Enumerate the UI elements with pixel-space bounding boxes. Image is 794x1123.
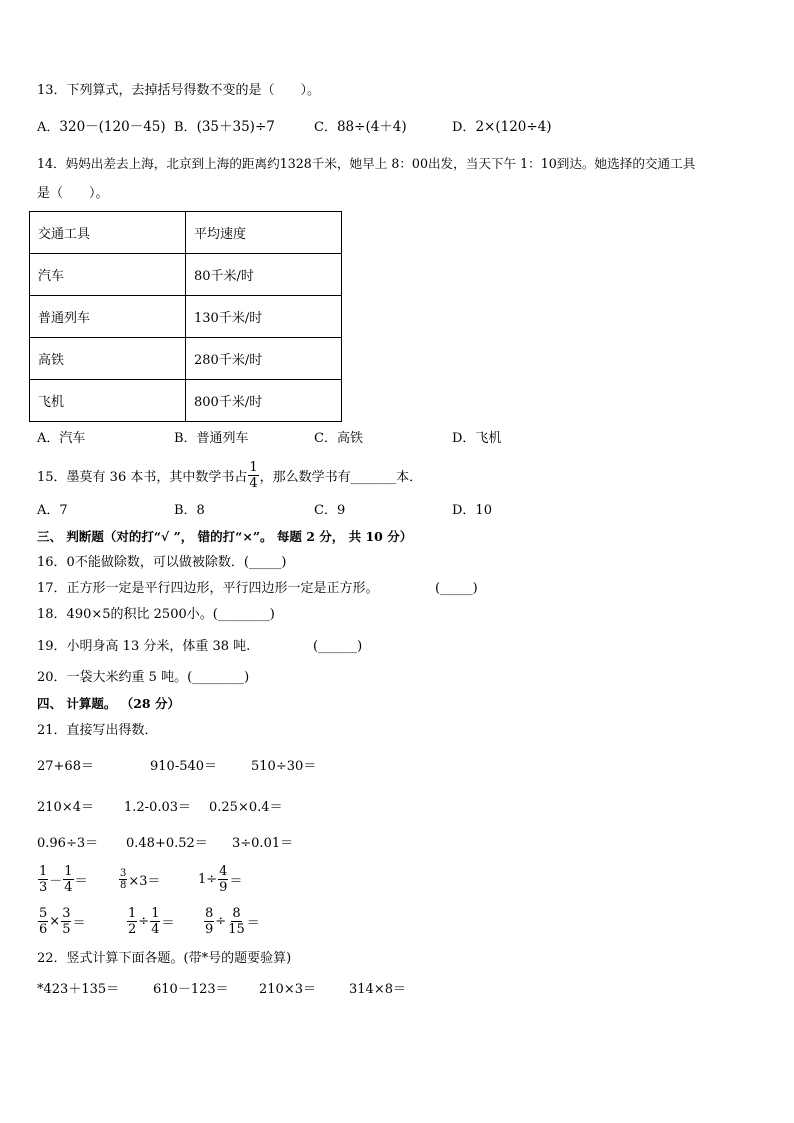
q14-option-d: D．飞机: [452, 431, 502, 446]
calc-item: 3÷0.01＝: [232, 836, 294, 851]
section-4-title: 四、 计算题。 （28 分）: [37, 696, 180, 711]
table-cell: 800千米/时: [186, 380, 342, 422]
calc-item: 510÷30＝: [251, 759, 317, 774]
q17-text: 17．正方形一定是平行四边形，平行四边形一定是正方形。: [37, 581, 379, 596]
fraction: $\frac{1}{4}$: [249, 459, 258, 491]
q13-stem: 13．下列算式，去掉括号得数不变的是（ ）。: [37, 83, 321, 98]
table-cell: 汽车: [30, 254, 186, 296]
q13-option-d: D．2×(120÷4): [452, 119, 552, 135]
table-cell: 280千米/时: [186, 338, 342, 380]
q15-stem: [37, 457, 422, 493]
fraction: $\frac{1}{3}$: [39, 863, 48, 895]
q15-option-b: B．8: [174, 503, 205, 518]
fraction: $\frac{5}{6}$: [39, 905, 48, 937]
fraction: $\frac{1}{4}$: [64, 863, 73, 895]
fraction: $\frac{1}{4}$: [151, 905, 160, 937]
calc-item: 0.25×0.4＝: [209, 800, 283, 815]
q18-text: 18．490×5的积比 2500小。(________): [37, 607, 275, 622]
fraction: $\frac{3}{8}$: [120, 867, 127, 891]
calc-item: 0.48+0.52＝: [126, 836, 208, 851]
q15-option-a: A．7: [37, 503, 68, 518]
calc-item: 0.96÷3＝: [37, 836, 99, 851]
q19-text: 19．小明身高 13 分米，体重 38 吨.: [37, 639, 251, 654]
calc-item: 314×8＝: [349, 982, 406, 997]
q20-text: 20．一袋大米约重 5 吨。(________): [37, 670, 250, 685]
table-header-cell: 交通工具: [30, 212, 186, 254]
fraction: $\frac{3}{5}$: [62, 905, 71, 937]
table-header-cell: 平均速度: [186, 212, 342, 254]
q14-option-a: A．汽车: [37, 431, 86, 446]
q15-option-c: C．9: [314, 503, 346, 518]
fraction: $\frac{4}{9}$: [219, 863, 228, 895]
q14-option-b: B．普通列车: [174, 431, 249, 446]
q13-option-a: A．320－(120－45): [37, 119, 166, 135]
table-row: [30, 296, 342, 338]
q15-stem-pre: 15．墨莫有 36 本书，其中数学书占: [37, 469, 248, 485]
table-cell: 80千米/时: [186, 254, 342, 296]
calc-item: *423＋135＝: [37, 982, 120, 997]
transport-speed-table: [29, 211, 342, 422]
table-header-row: [30, 212, 342, 254]
fraction: $\frac{8}{15}$: [228, 905, 245, 937]
q15-option-d: D．10: [452, 503, 492, 518]
q14-stem-line1: 14．妈妈出差去上海，北京到上海的距离约1328千米，她早上 8：00出发，当天下午 1：10到达。她选择的交通工具: [37, 156, 696, 171]
section-3-title: 三、 判断题（对的打“√ ”， 错的打“×”。 每题 2 分， 共 10 分）: [37, 529, 413, 544]
calc-item: 610－123＝: [153, 982, 229, 997]
calc-item: 910-540＝: [150, 759, 218, 774]
calc-item-fraction: $\frac{3}{8}$ ×3＝: [120, 867, 161, 891]
table-cell: 飞机: [30, 380, 186, 422]
calc-item-fraction: $\frac{1}{3}$ － $\frac{1}{4}$ ＝: [39, 863, 88, 895]
calc-item: 210×4＝: [37, 800, 94, 815]
fraction: $\frac{8}{9}$: [205, 905, 214, 937]
table-cell: 130千米/时: [186, 296, 342, 338]
q17-answer-blank: (_____): [435, 581, 478, 596]
q14-option-c: C．高铁: [314, 431, 363, 446]
table-cell: 高铁: [30, 338, 186, 380]
q21-stem: 21．直接写出得数．: [37, 723, 158, 738]
q14-stem-line2: 是（ ）。: [37, 186, 109, 201]
calc-item-fraction: 1÷ $\frac{4}{9}$ ＝: [198, 863, 243, 895]
calc-item-fraction: $\frac{1}{2}$ ÷ $\frac{1}{4}$ ＝: [128, 905, 175, 937]
calc-item-fraction: $\frac{5}{6}$ × $\frac{3}{5}$ ＝: [39, 905, 86, 937]
table-row: [30, 338, 342, 380]
table-row: [30, 254, 342, 296]
q16-text: 16．0不能做除数，可以做被除数．(_____): [37, 555, 287, 570]
table-cell: 普通列车: [30, 296, 186, 338]
calc-item: 1.2-0.03＝: [124, 800, 192, 815]
q15-stem-post: ，那么数学书有_______本．: [259, 469, 423, 485]
calc-item: 27+68＝: [37, 759, 94, 774]
calc-item-fraction: $\frac{8}{9}$ ÷ $\frac{8}{15}$ ＝: [205, 905, 260, 937]
q22-stem: 22．竖式计算下面各题。(带*号的题要验算): [37, 951, 292, 966]
q13-option-b: B．(35＋35)÷7: [174, 119, 275, 135]
calc-item: 210×3＝: [259, 982, 316, 997]
table-row: [30, 380, 342, 422]
q19-answer-blank: (______): [313, 639, 363, 654]
fraction: $\frac{1}{2}$: [128, 905, 137, 937]
q13-option-c: C．88÷(4＋4): [314, 119, 407, 135]
